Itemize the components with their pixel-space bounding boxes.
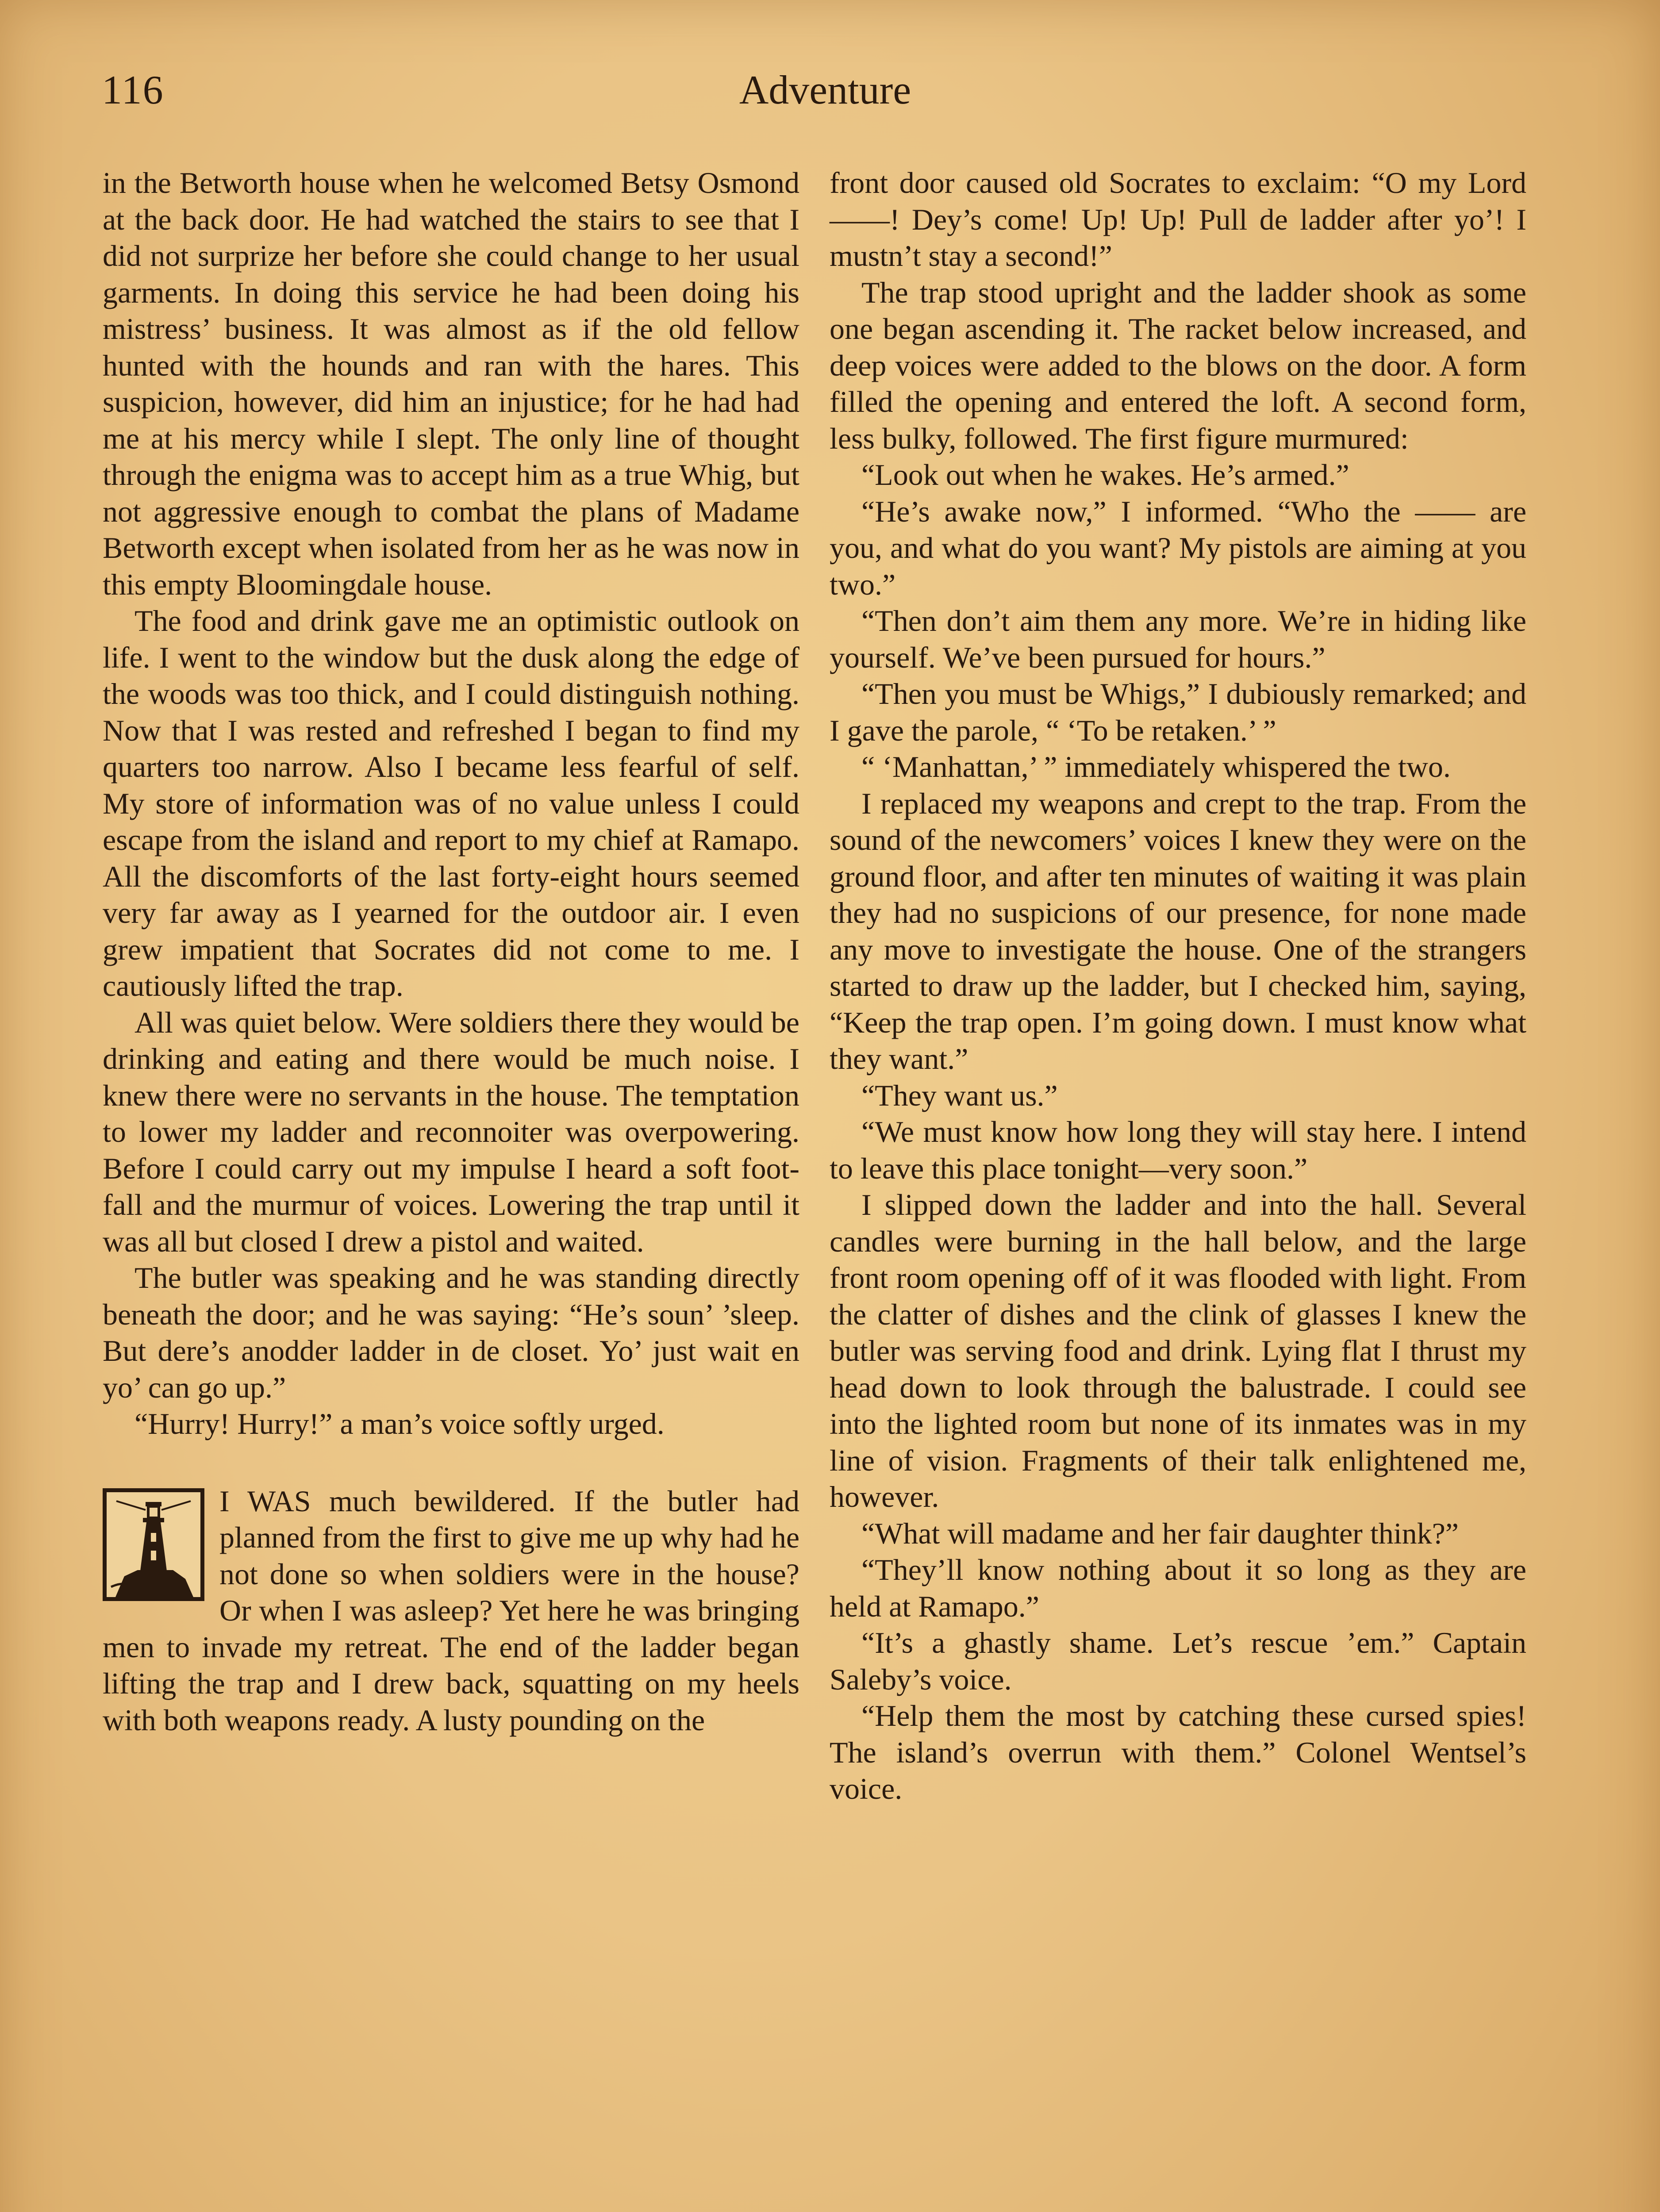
paragraph: front door caused old Socrates to exclaim: “O my Lord ——! Dey’s come! Up! Up! Pull de ladder after yo’! I mustn’t stay a second!” [830,166,1526,273]
paragraph: I slipped down the ladder and into the hall. Several candles were burning in the hall below, and the large front room opening off of it was flooded with light. From the clatter of dishes and the clink of glasses I knew the butler was serving food and drink. Lying flat I thrust my head down to look through the balustrade. I could see into the lighted room but none of its inmates was in my line of vision. Fragments of their talk enlightened me, however. [830,1188,1526,1513]
paragraph: “Then don’t aim them any more. We’re in hiding like yourself. We’ve been pursued for hours.” [830,604,1526,674]
running-head [102,66,1549,119]
paragraph: The butler was speaking and he was standing directly beneath the door; and he was saying: “He’s soun’ ’sleep. But dere’s anodder ladder in de closet. Yo’ just wait en yo’ can go up.” [103,1261,799,1404]
paragraph: “They’ll know nothing about it so long as they are held at Ramapo.” [830,1553,1526,1623]
paragraph: I WAS much bewildered. If the butler had planned from the first to give me up why had he not done so when soldiers were in the house? Or when I was asleep? Yet here he was bringing men to invade my retreat. The end of the ladder began lifting the trap and I drew back, squatting on my heels with both weapons ready. A lusty pounding on the [103,1484,799,1737]
left-column [103,165,799,1738]
right-column [830,165,1526,1807]
journal-title: Adventure [739,67,911,112]
paragraph: The trap stood upright and the ladder shook as some one began ascending it. The racket below increased, and deep voices were added to the blows on the door. A form filled the opening and entered the loft. A second form, less bulky, followed. The first figure murmured: [830,275,1526,455]
paragraph: I replaced my weapons and crept to the trap. From the sound of the newcomers’ voices I knew they were on the ground floor, and after ten minutes of waiting it was plain they had no suspicions of our presence, for none made any move to investigate the house. One of the strangers started to draw up the ladder, but I checked him, saying, “Keep the trap open. I’m going down. I must know what they want.” [830,786,1526,1075]
paragraph: in the Betworth house when he welcomed Betsy Osmond at the back door. He had watched the stairs to see that I did not surprize her before she could change to her usual garments. In doing this service he had been doing his mistress’ business. It was almost as if the old fellow hunted with the hounds and ran with the hares. This suspicion, however, did him an injustice; for he had had me at his mercy while I slept. The only line of thought through the enigma was to accept him as a true Whig, but not aggressive enough to combat the plans of Madame Betworth except when isolated from her as he was now in this empty Bloomingdale house. [103,166,799,601]
section-break [103,1442,799,1483]
paragraph: “Hurry! Hurry!” a man’s voice softly urged. [134,1407,665,1440]
paragraph: “Help them the most by catching these cursed spies! The island’s overrun with them.” Colonel Wentsel’s voice. [830,1699,1526,1805]
lighthouse-drawing [107,1492,200,1597]
paragraph: “ ‘Manhattan,’ ” immediately whispered the two. [861,750,1451,783]
paragraph: “Then you must be Whigs,” I dubiously remarked; and I gave the parole, “ ‘To be retaken.’ ” [830,677,1526,747]
paragraph: “What will madame and her fair daughter think?” [861,1516,1459,1550]
page-number: 116 [102,67,164,112]
paragraph: All was quiet below. Were soldiers there they would be drinking and eating and there would be much noise. I knew there were no servants in the house. The temptation to lower my ladder and reconnoiter was overpowering. Before I could carry out my impulse I heard a soft foot-fall and the murmur of voices. Lowering the trap until it was all but closed I drew a pistol and waited. [103,1005,799,1258]
paragraph: The food and drink gave me an optimistic outlook on life. I went to the window but the dusk along the edge of the woods was too thick, and I could distinguish nothing. Now that I was rested and refreshed I began to find my quarters too narrow. Also I became less fearful of self. My store of information was of no value unless I could escape from the island and report to my chief at Ramapo. All the discomforts of the last forty-eight hours seemed very far away as I yearned for the outdoor air. I even grew impatient that Socrates did not come to me. I cautiously lifted the trap. [103,604,799,1002]
lighthouse-icon [103,1488,204,1601]
paragraph: “It’s a ghastly shame. Let’s rescue ’em.” Captain Saleby’s voice. [830,1626,1526,1696]
paragraph: “They want us.” [861,1078,1058,1112]
paragraph: “We must know how long they will stay here. I intend to leave this place tonight—very soon.” [830,1115,1526,1185]
paragraph: “He’s awake now,” I informed. “Who the —— are you, and what do you want? My pistols are aiming at you two.” [830,494,1526,601]
paragraph: “Look out when he wakes. He’s armed.” [861,458,1349,492]
